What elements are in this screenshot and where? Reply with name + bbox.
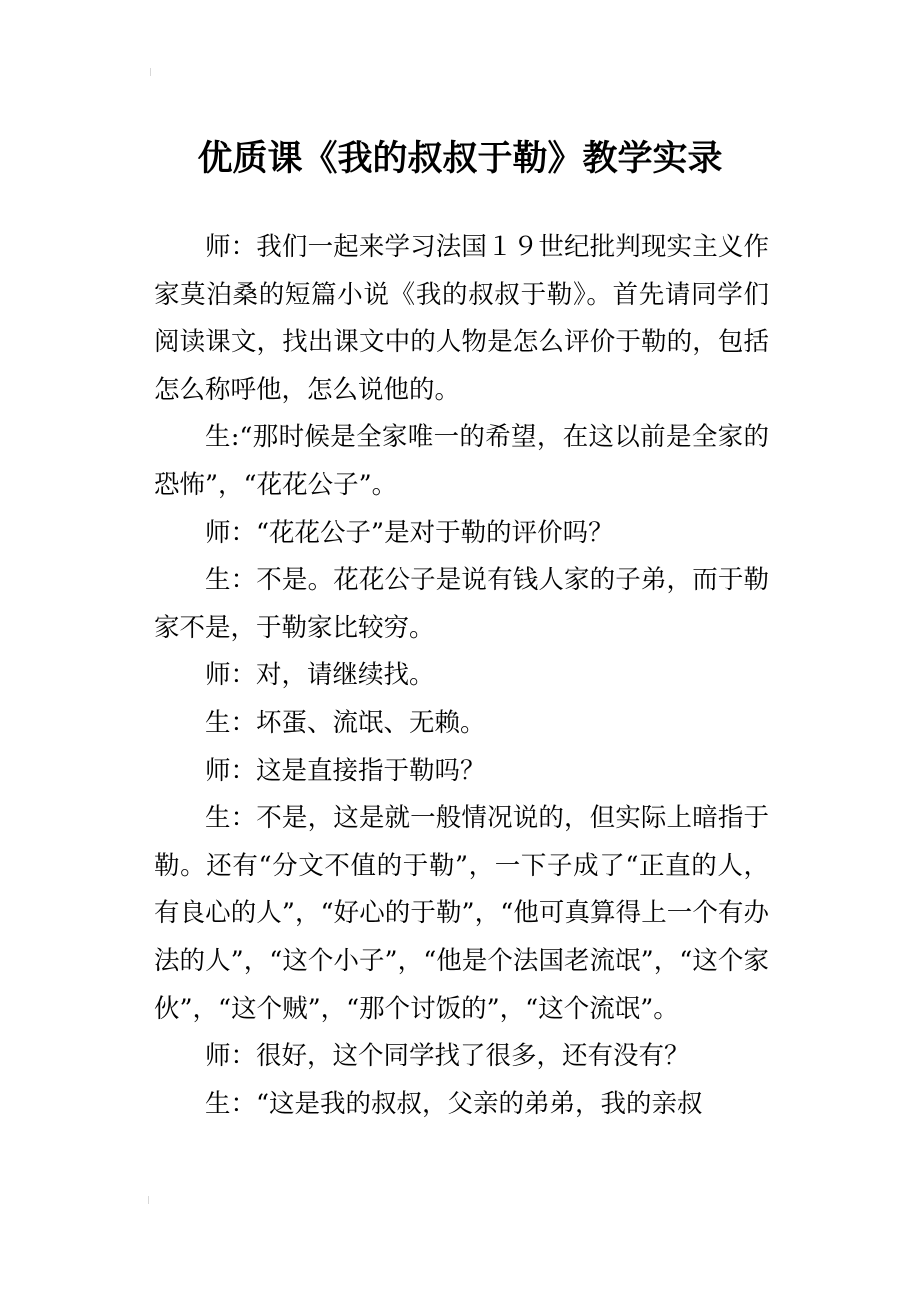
paragraph: 生：“这是我的叔叔，父亲的弟弟，我的亲叔 bbox=[205, 1088, 703, 1119]
page-corner-mark bbox=[148, 1196, 152, 1204]
paragraph: 生：不是，这是就一般情况说的，但实际上暗指于勒。还有“分文不值的于勒”，一下子成了“正直的人，有良心的人”，“好心的于勒”，“他可真算得上一个有办法的人”，“这个小子”，“他是个法国老流氓”，“这个家伙”，“这个贼”，“那个讨饭的”，“这个流氓”。 bbox=[154, 803, 769, 1024]
paragraph: 师：“花花公子”是对于勒的评价吗？ bbox=[205, 517, 614, 548]
paragraph: 师：我们一起来学习法国１９世纪批判现实主义作家莫泊桑的短篇小说《我的叔叔于勒》。首先请同学们阅读课文，找出课文中的人物是怎么评价于勒的，包括怎么称呼他，怎么说他的。 bbox=[154, 232, 769, 405]
paragraph: 生：坏蛋、流氓、无赖。 bbox=[205, 707, 486, 738]
document-body bbox=[154, 224, 769, 1128]
paragraph: 师：对，请继续找。 bbox=[205, 660, 435, 691]
document-title: 优质课《我的叔叔于勒》教学实录 bbox=[197, 139, 723, 180]
paragraph: 生:“那时候是全家唯一的希望，在这以前是全家的恐怖”，“花花公子”。 bbox=[154, 422, 769, 500]
page-corner-mark bbox=[150, 68, 154, 76]
paragraph: 生：不是。花花公子是说有钱人家的子弟，而于勒家不是，于勒家比较穷。 bbox=[154, 565, 769, 643]
paragraph: 师：这是直接指于勒吗？ bbox=[205, 755, 486, 786]
paragraph: 师：很好，这个同学找了很多，还有没有？ bbox=[205, 1041, 690, 1072]
